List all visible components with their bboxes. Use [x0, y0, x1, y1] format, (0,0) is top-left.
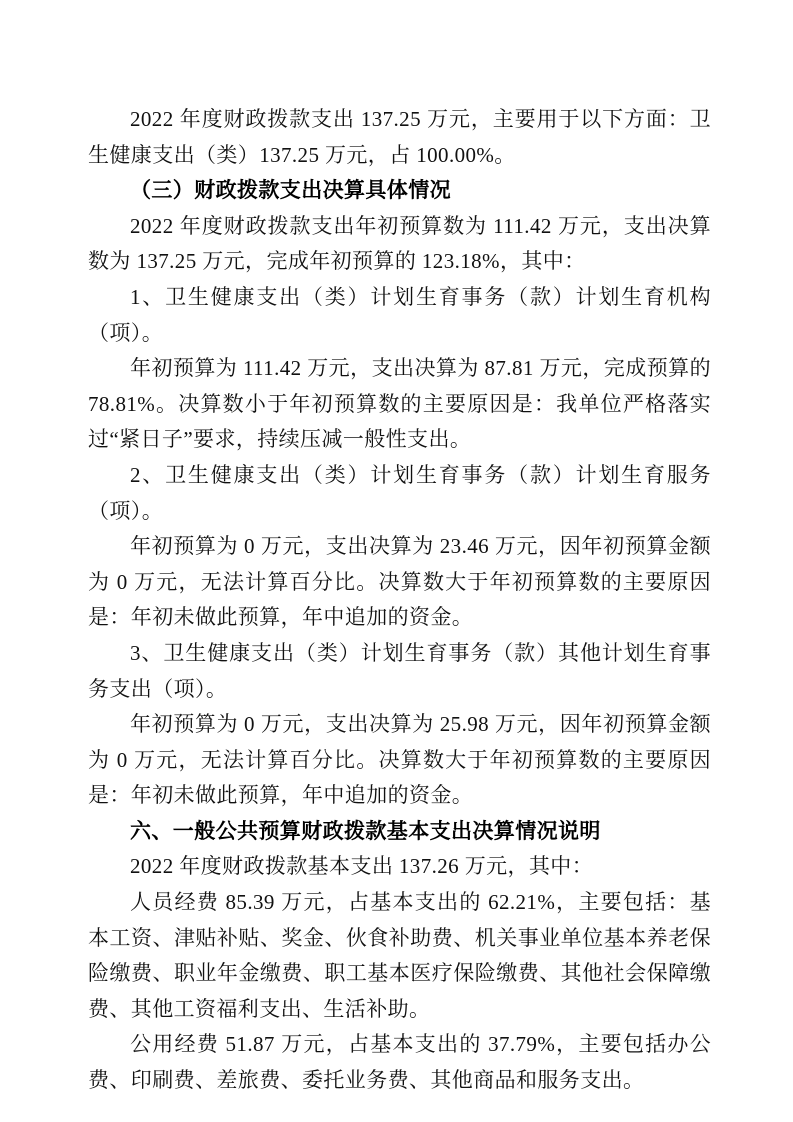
body-paragraph: 年初预算为 0 万元，支出决算为 25.98 万元，因年初预算金额为 0 万元，无法计算百分比。决算数大于年初预算数的主要原因是：年初未做此预算，年中追加的资金。 [88, 712, 711, 808]
body-paragraph: 2022 年度财政拨款基本支出 137.26 万元，其中： [130, 854, 594, 879]
body-paragraph: 2、卫生健康支出（类）计划生育事务（款）计划生育服务（项）。 [88, 462, 711, 523]
body-paragraph: 年初预算为 111.42 万元，支出决算为 87.81 万元，完成预算的 78.81%。决算数小于年初预算数的主要原因是：我单位严格落实过“紧日子”要求，持续压减一般性支出。 [88, 356, 711, 452]
body-paragraph: 年初预算为 0 万元，支出决算为 23.46 万元，因年初预算金额为 0 万元，无法计算百分比。决算数大于年初预算数的主要原因是：年初未做此预算，年中追加的资金。 [88, 534, 711, 630]
body-paragraph: 2022 年度财政拨款支出 137.25 万元，主要用于以下方面：卫生健康支出（类）137.25 万元，占 100.00%。 [88, 107, 711, 167]
document-content [88, 102, 711, 1099]
section-heading: 六、一般公共预算财政拨款基本支出决算情况说明 [130, 819, 601, 843]
body-paragraph: 2022 年度财政拨款支出年初预算数为 111.42 万元，支出决算数为 137.25 万元，完成年初预算的 123.18%，其中： [88, 213, 711, 274]
body-paragraph: 1、卫生健康支出（类）计划生育事务（款）计划生育机构（项）。 [88, 284, 711, 345]
body-paragraph: 公用经费 51.87 万元，占基本支出的 37.79%，主要包括办公费、印刷费、差旅费、委托业务费、其他商品和服务支出。 [88, 1032, 711, 1093]
body-paragraph: 人员经费 85.39 万元，占基本支出的 62.21%，主要包括：基本工资、津贴补贴、奖金、伙食补助费、机关事业单位基本养老保险缴费、职业年金缴费、职工基本医疗保险缴费、其他社会保障缴费、其他工资福利支出、生活补助。 [88, 890, 711, 1021]
body-paragraph: 3、卫生健康支出（类）计划生育事务（款）其他计划生育事务支出（项）。 [88, 640, 711, 701]
section-heading: （三）财政拨款支出决算具体情况 [130, 179, 451, 203]
